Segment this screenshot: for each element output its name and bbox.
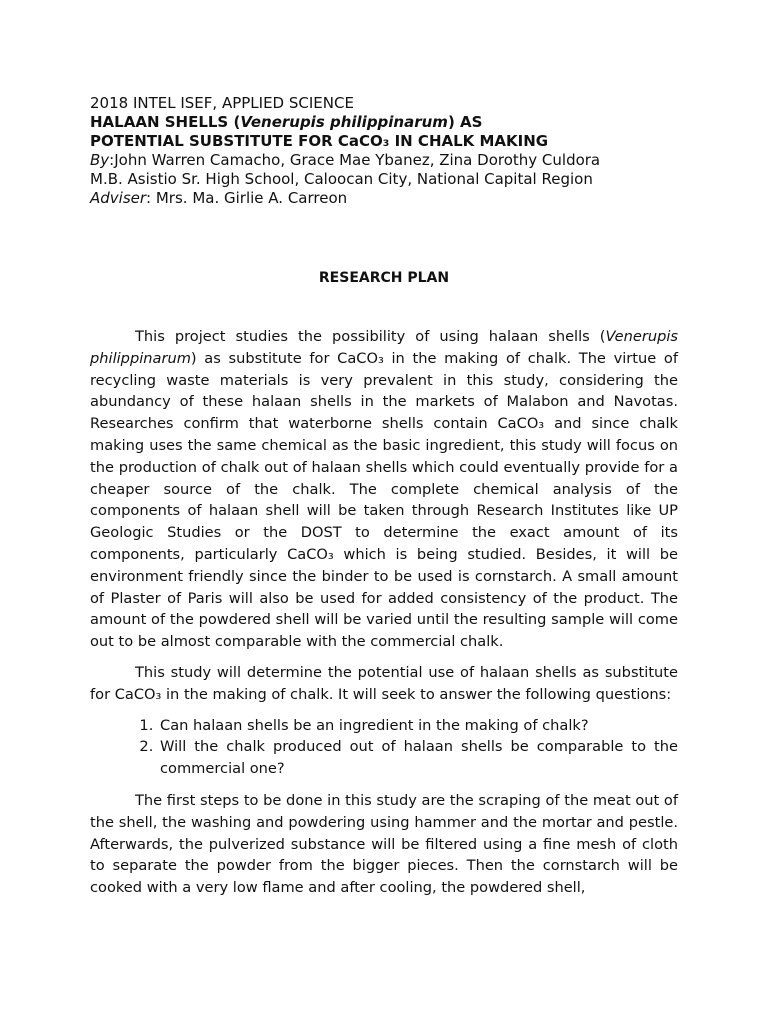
adviser-label: Adviser xyxy=(90,189,147,207)
paragraph-1 xyxy=(90,326,678,653)
competition-line: 2018 INTEL ISEF, APPLIED SCIENCE xyxy=(90,94,354,112)
school-line: M.B. Asistio Sr. High School, Caloocan City, National Capital Region xyxy=(90,170,593,188)
title-part-a: HALAAN SHELLS ( xyxy=(90,113,241,131)
project-title-line-2: POTENTIAL SUBSTITUTE FOR CaCO₃ IN CHALK MAKING xyxy=(90,132,549,150)
question-item: 2. Will the chalk produced out of halaan shells be comparable to the commercial one? xyxy=(158,736,678,780)
authors-line xyxy=(90,151,678,170)
paragraph-1-part-b: ) as substitute for CaCO₃ in the making of chalk. The virtue of recycling waste materials is very prevalent in this study, considering the abundancy of these halaan shells in the markets of Malabon and Navotas. Researches confirm that waterborne shells contain CaCO₃ and since chalk making uses the same chemical as the basic ingredient, this study will focus on the production of chalk out of halaan shells which could eventually provide for a cheaper source of the chalk. The complete chemical analysis of the components of halaan shell will be taken through Research Institutes like UP Geologic Studies or the DOST to determine the exact amount of its components, particularly CaCO₃ which is being studied. Besides, it will be environment friendly since the binder to be used is cornstarch. A small amount of Plaster of Paris will also be used for added consistency of the product. The amount of the powdered shell will be varied until the resulting sample will come out to be almost comparable with the commercial chalk. xyxy=(90,349,678,651)
paragraph-3: The first steps to be done in this study are the scraping of the meat out of the shell, the washing and powdering using hammer and the mortar and pestle. Afterwards, the pulverized substance will be filtered using a fine mesh of cloth to separate the powder from the bigger pieces. Then the cornstarch will be cooked with a very low flame and after cooling, the powdered shell, xyxy=(90,791,678,897)
paragraph-2: This study will determine the potential use of halaan shells as substitute for CaCO₃ in the making of chalk. It will seek to answer the following questions: xyxy=(90,663,678,703)
by-label: By xyxy=(90,151,110,169)
project-title-line-1 xyxy=(90,113,678,132)
questions-list xyxy=(90,715,678,780)
adviser-line xyxy=(90,189,678,208)
question-item: 1. Can halaan shells be an ingredient in the making of chalk? xyxy=(158,715,678,737)
document-header xyxy=(90,94,678,208)
paragraph-1-part-a: This project studies the possibility of using halaan shells ( xyxy=(135,328,606,345)
paragraph-1-scientific-name: Venerupis philippinarum xyxy=(90,328,678,367)
section-title: RESEARCH PLAN xyxy=(318,270,450,286)
title-scientific-name: Venerupis philippinarum xyxy=(240,113,448,131)
adviser-name: : Mrs. Ma. Girlie A. Carreon xyxy=(146,189,348,207)
title-part-b: ) AS xyxy=(447,113,483,131)
authors: :John Warren Camacho, Grace Mae Ybanez, Zina Dorothy Culdora xyxy=(109,151,601,169)
